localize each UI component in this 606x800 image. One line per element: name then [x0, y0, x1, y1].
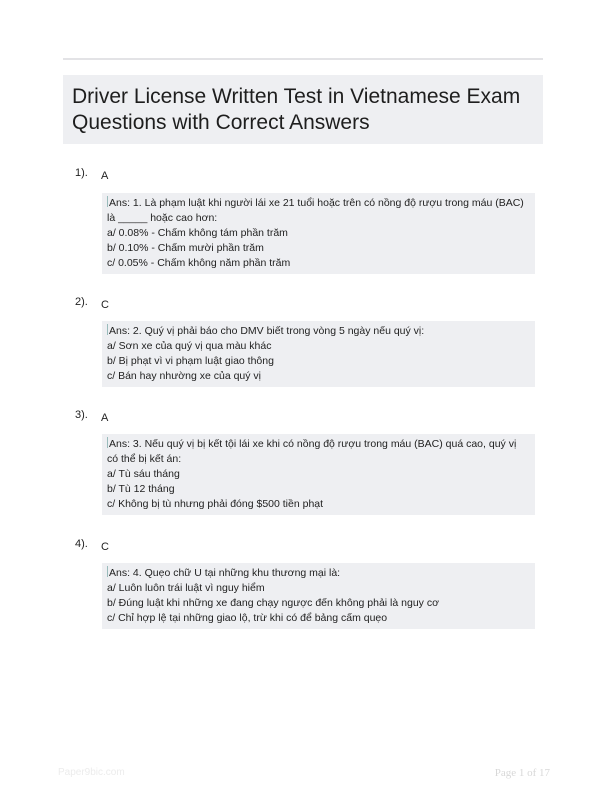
footer-site-watermark: Paper9bic.com — [58, 767, 125, 778]
top-divider — [63, 58, 543, 60]
correct-answer-letter: A — [101, 170, 109, 182]
question-number: 2). — [75, 296, 88, 308]
question-text: Ans: 3. Nếu quý vị bị kết tội lái xe khi có nồng độ rượu trong máu (BAC) quá cao, quý vị có thể bị kết án: — [107, 438, 517, 465]
option-c: c/ 0.05% - Chấm không năm phần trăm — [107, 257, 291, 269]
option-b: b/ Đúng luật khi những xe đang chạy ngược đến không phải là nguy cơ — [107, 597, 439, 609]
option-b: b/ 0.10% - Chấm mười phần trăm — [107, 242, 264, 254]
answer-box — [102, 193, 535, 274]
option-c: c/ Bán hay nhường xe của quý vị — [107, 370, 262, 382]
option-a: a/ Sơn xe của quý vị qua màu khác — [107, 340, 272, 352]
answer-box — [102, 321, 535, 387]
answer-box — [102, 563, 535, 629]
option-a: a/ Luôn luôn trái luật vì nguy hiểm — [107, 582, 265, 594]
option-a: a/ 0.08% - Chấm không tám phần trăm — [107, 227, 288, 239]
title-banner — [63, 75, 543, 144]
correct-answer-letter: C — [101, 299, 109, 311]
text-cursor-mark — [107, 324, 108, 335]
text-cursor-mark — [107, 566, 108, 577]
question-number: 3). — [75, 409, 88, 421]
option-b: b/ Bị phạt vì vi phạm luật giao thông — [107, 355, 274, 367]
option-c: c/ Chỉ hợp lệ tại những giao lộ, trừ khi có để bảng cấm quẹo — [107, 612, 388, 624]
page-number: Page 1 of 17 — [494, 767, 550, 779]
option-c: c/ Không bị tù nhưng phải đóng $500 tiền phạt — [107, 498, 324, 510]
question-number: 1). — [75, 167, 88, 179]
option-a: a/ Tù sáu tháng — [107, 468, 180, 480]
correct-answer-letter: A — [101, 412, 109, 424]
text-cursor-mark — [107, 437, 108, 448]
option-b: b/ Tù 12 tháng — [107, 483, 175, 495]
question-text: Ans: 1. Là phạm luật khi người lái xe 21 tuổi hoặc trên có nồng độ rượu trong máu (BAC) là _____ hoặc cao hơn: — [107, 197, 524, 224]
text-cursor-mark — [107, 196, 108, 207]
question-text: Ans: 4. Quẹo chữ U tại những khu thương mại là: — [109, 567, 341, 579]
document-title: Driver License Written Test in Vietnamese Exam Questions with Correct Answers — [72, 85, 521, 134]
question-number: 4). — [75, 538, 88, 550]
question-text: Ans: 2. Quý vị phải báo cho DMV biết trong vòng 5 ngày nếu quý vị: — [109, 325, 425, 337]
answer-box — [102, 434, 535, 515]
correct-answer-letter: C — [101, 541, 109, 553]
